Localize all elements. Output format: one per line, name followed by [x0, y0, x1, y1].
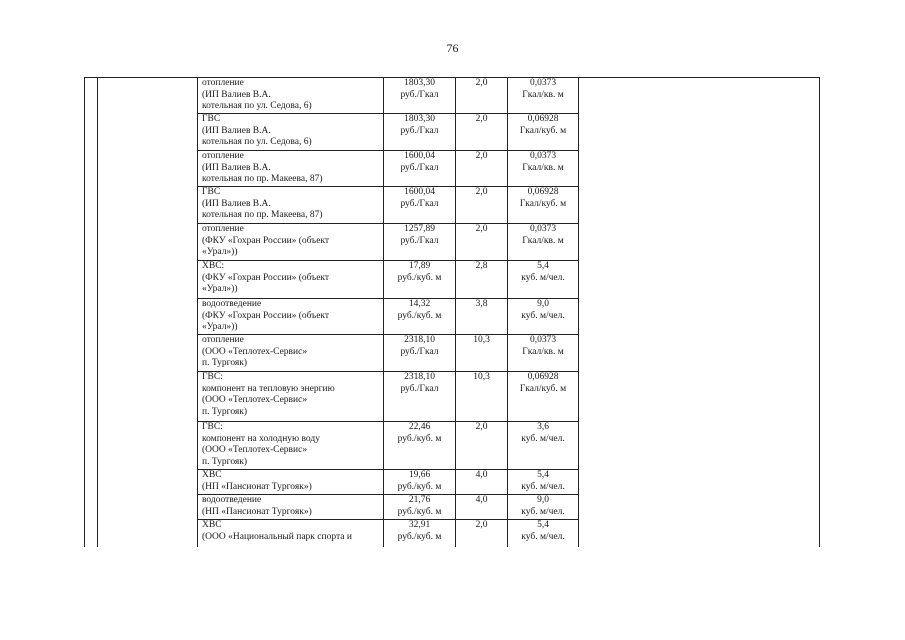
coefficient-value: 2,0 — [475, 224, 488, 234]
norm-value: 3,6 — [537, 422, 549, 432]
tariff-unit: руб./Гкал — [400, 383, 439, 394]
service-cell — [198, 114, 384, 151]
table-row — [85, 422, 820, 470]
norm-value: 0,06928 — [527, 372, 559, 382]
tariff-value: 1600,04 — [404, 187, 435, 197]
service-cell — [198, 224, 384, 261]
notes-cell — [579, 224, 820, 261]
tariff-unit: руб./Гкал — [400, 89, 439, 100]
norm-unit: куб. м/чел. — [521, 310, 565, 321]
service-line: (ООО «Теплотех-Сервис» — [202, 346, 308, 357]
table-row — [85, 372, 820, 422]
notes-cell — [579, 299, 820, 335]
service-cell — [198, 520, 384, 547]
norm-cell — [508, 299, 579, 335]
row-number-cell — [85, 224, 98, 261]
norm-unit: Гкал/кв. м — [522, 235, 564, 246]
service-line: ХВС: — [202, 261, 225, 271]
row-number-cell — [85, 470, 98, 495]
table-row — [85, 78, 820, 114]
norm-value: 9,0 — [537, 495, 549, 505]
service-line: ХВС — [202, 470, 222, 480]
coefficient-value: 2,0 — [475, 78, 488, 88]
service-line: отопление — [202, 224, 244, 234]
notes-cell — [579, 261, 820, 299]
tariff-cell — [384, 151, 456, 187]
service-line: (ИП Валиев В.А. — [202, 125, 271, 136]
notes-cell — [579, 151, 820, 187]
coefficient-value: 2,0 — [475, 151, 488, 161]
coefficient-cell — [456, 261, 508, 299]
row-number-cell — [85, 151, 98, 187]
norm-unit: Гкал/куб. м — [519, 125, 567, 136]
table-row — [85, 187, 820, 224]
service-line: «Урал»)) — [202, 247, 238, 258]
settlement-cell — [98, 114, 198, 151]
tariff-unit: руб./куб. м — [397, 531, 442, 542]
coefficient-cell — [456, 114, 508, 151]
tariff-cell — [384, 422, 456, 470]
settlement-cell — [98, 495, 198, 520]
coefficient-value: 10,3 — [473, 335, 490, 345]
coefficient-cell — [456, 495, 508, 520]
service-line: ГВС — [202, 187, 221, 197]
tariff-cell — [384, 78, 456, 114]
tariff-table-body — [85, 78, 820, 547]
service-line: (ФКУ «Гохран России» (объект — [202, 272, 330, 283]
tariff-cell — [384, 261, 456, 299]
coefficient-value: 2,8 — [475, 261, 488, 271]
norm-value: 5,4 — [537, 520, 549, 530]
service-line: компонент на тепловую энергию — [202, 383, 335, 394]
norm-unit: куб. м/чел. — [521, 506, 565, 517]
tariff-unit: руб./Гкал — [400, 125, 439, 136]
table-row — [85, 114, 820, 151]
coefficient-value: 4,0 — [475, 470, 488, 480]
settlement-cell — [98, 335, 198, 372]
coefficient-cell — [456, 372, 508, 422]
coefficient-cell — [456, 470, 508, 495]
service-cell — [198, 495, 384, 520]
service-cell — [198, 261, 384, 299]
coefficient-cell — [456, 224, 508, 261]
service-cell — [198, 335, 384, 372]
norm-value: 0,0373 — [529, 78, 557, 88]
settlement-cell — [98, 187, 198, 224]
tariff-value: 32,91 — [408, 520, 431, 530]
tariff-value: 1600,04 — [404, 151, 435, 161]
service-line: (НП «Пансионат Тургояк») — [202, 481, 312, 492]
norm-cell — [508, 151, 579, 187]
service-line: п. Тургояк) — [202, 456, 248, 467]
coefficient-cell — [456, 520, 508, 547]
service-line: котельная по ул. Седова, 6) — [202, 101, 312, 112]
settlement-cell — [98, 299, 198, 335]
tariff-cell — [384, 114, 456, 151]
service-line: ХВС — [202, 520, 222, 530]
row-number-cell — [85, 261, 98, 299]
page-number: 76 — [446, 41, 459, 55]
norm-value: 0,0373 — [529, 151, 557, 161]
norm-cell — [508, 372, 579, 422]
service-line: (ФКУ «Гохран России» (объект — [202, 235, 330, 246]
notes-cell — [579, 520, 820, 547]
service-line: ГВС: — [202, 422, 223, 432]
tariff-table-wrapper — [84, 77, 820, 547]
tariff-value: 19,66 — [408, 470, 431, 480]
norm-cell — [508, 520, 579, 547]
norm-cell — [508, 187, 579, 224]
row-number-cell — [85, 495, 98, 520]
tariff-value: 21,76 — [408, 495, 431, 505]
norm-cell — [508, 78, 579, 114]
table-row — [85, 299, 820, 335]
tariff-cell — [384, 335, 456, 372]
coefficient-value: 2,0 — [475, 114, 488, 124]
tariff-cell — [384, 224, 456, 261]
coefficient-value: 2,0 — [475, 187, 488, 197]
service-line: водоотведение — [202, 495, 262, 505]
tariff-unit: руб./Гкал — [400, 198, 439, 209]
coefficient-value: 3,8 — [475, 299, 488, 309]
norm-cell — [508, 114, 579, 151]
norm-value: 9,0 — [537, 299, 549, 309]
tariff-unit: руб./Гкал — [400, 162, 439, 173]
notes-cell — [579, 78, 820, 114]
norm-unit: Гкал/куб. м — [519, 198, 567, 209]
service-line: (ООО «Теплотех-Сервис» — [202, 395, 308, 406]
service-line: отопление — [202, 151, 244, 161]
settlement-cell — [98, 261, 198, 299]
tariff-value: 2318,10 — [404, 335, 435, 345]
service-line: «Урал»)) — [202, 322, 238, 333]
coefficient-cell — [456, 78, 508, 114]
tariff-table — [84, 77, 820, 547]
coefficient-cell — [456, 187, 508, 224]
coefficient-cell — [456, 422, 508, 470]
table-row — [85, 470, 820, 495]
row-number-cell — [85, 335, 98, 372]
row-number-cell — [85, 422, 98, 470]
settlement-cell — [98, 520, 198, 547]
tariff-unit: руб./куб. м — [397, 433, 442, 444]
norm-unit: куб. м/чел. — [521, 272, 565, 283]
row-number-cell — [85, 114, 98, 151]
tariff-value: 2318,10 — [404, 372, 435, 382]
tariff-value: 17,89 — [408, 261, 431, 271]
tariff-cell — [384, 520, 456, 547]
norm-value: 0,0373 — [529, 335, 557, 345]
table-row — [85, 261, 820, 299]
coefficient-value: 10,3 — [473, 372, 490, 382]
notes-cell — [579, 114, 820, 151]
settlement-cell — [98, 78, 198, 114]
service-cell — [198, 78, 384, 114]
tariff-unit: руб./Гкал — [400, 235, 439, 246]
norm-unit: куб. м/чел. — [521, 531, 565, 542]
tariff-value: 1257,89 — [404, 224, 435, 234]
tariff-cell — [384, 495, 456, 520]
notes-cell — [579, 495, 820, 520]
service-line: (ИП Валиев В.А. — [202, 162, 271, 173]
tariff-unit: руб./куб. м — [397, 272, 442, 283]
coefficient-value: 4,0 — [475, 495, 488, 505]
coefficient-cell — [456, 335, 508, 372]
tariff-unit: руб./Гкал — [400, 346, 439, 357]
table-row — [85, 495, 820, 520]
table-row — [85, 151, 820, 187]
service-line: п. Тургояк) — [202, 358, 248, 369]
tariff-cell — [384, 470, 456, 495]
row-number-cell — [85, 299, 98, 335]
norm-unit: Гкал/кв. м — [522, 346, 564, 357]
service-line: (ФКУ «Гохран России» (объект — [202, 310, 330, 321]
norm-unit: куб. м/чел. — [521, 433, 565, 444]
norm-value: 5,4 — [537, 470, 549, 480]
norm-unit: Гкал/кв. м — [522, 89, 564, 100]
norm-cell — [508, 261, 579, 299]
tariff-value: 22,46 — [408, 422, 431, 432]
tariff-cell — [384, 299, 456, 335]
service-line: отопление — [202, 78, 244, 88]
norm-value: 0,06928 — [527, 187, 559, 197]
table-row — [85, 520, 820, 547]
notes-cell — [579, 187, 820, 224]
notes-cell — [579, 372, 820, 422]
service-line: «Урал»)) — [202, 284, 238, 295]
tariff-unit: руб./куб. м — [397, 506, 442, 517]
norm-unit: Гкал/куб. м — [519, 383, 567, 394]
settlement-cell — [98, 422, 198, 470]
service-line: (ООО «Теплотех-Сервис» — [202, 445, 308, 456]
tariff-value: 1803,30 — [404, 78, 435, 88]
table-row — [85, 224, 820, 261]
norm-unit: куб. м/чел. — [521, 481, 565, 492]
service-cell — [198, 422, 384, 470]
service-line: котельная по пр. Макеева, 87) — [202, 210, 323, 221]
service-line: ГВС — [202, 114, 221, 124]
row-number-cell — [85, 187, 98, 224]
coefficient-value: 2,0 — [475, 422, 488, 432]
tariff-unit: руб./куб. м — [397, 481, 442, 492]
tariff-value: 1803,30 — [404, 114, 435, 124]
service-cell — [198, 187, 384, 224]
row-number-cell — [85, 520, 98, 547]
service-line: п. Тургояк) — [202, 406, 248, 417]
service-cell — [198, 151, 384, 187]
norm-cell — [508, 422, 579, 470]
service-cell — [198, 372, 384, 422]
service-line: (НП «Пансионат Тургояк») — [202, 506, 312, 517]
service-line: компонент на холодную воду — [202, 433, 320, 444]
settlement-cell — [98, 372, 198, 422]
coefficient-cell — [456, 151, 508, 187]
service-line: (ИП Валиев В.А. — [202, 198, 271, 209]
service-line: (ООО «Национальный парк спорта и — [202, 531, 352, 542]
settlement-cell — [98, 151, 198, 187]
norm-value: 0,06928 — [527, 114, 559, 124]
service-line: ГВС: — [202, 372, 223, 382]
service-line: отопление — [202, 335, 244, 345]
norm-unit: Гкал/кв. м — [522, 162, 564, 173]
tariff-value: 14,32 — [408, 299, 431, 309]
service-line: котельная по ул. Седова, 6) — [202, 137, 312, 148]
norm-cell — [508, 335, 579, 372]
service-line: котельная по пр. Макеева, 87) — [202, 174, 323, 185]
tariff-unit: руб./куб. м — [397, 310, 442, 321]
tariff-cell — [384, 187, 456, 224]
table-row — [85, 335, 820, 372]
notes-cell — [579, 422, 820, 470]
notes-cell — [579, 470, 820, 495]
norm-value: 0,0373 — [529, 224, 557, 234]
service-line: (ИП Валиев В.А. — [202, 89, 271, 100]
settlement-cell — [98, 470, 198, 495]
service-cell — [198, 299, 384, 335]
norm-value: 5,4 — [537, 261, 549, 271]
row-number-cell — [85, 372, 98, 422]
settlement-cell — [98, 224, 198, 261]
tariff-cell — [384, 372, 456, 422]
norm-cell — [508, 224, 579, 261]
row-number-cell — [85, 78, 98, 114]
service-cell — [198, 470, 384, 495]
notes-cell — [579, 335, 820, 372]
coefficient-value: 2,0 — [475, 520, 488, 530]
norm-cell — [508, 495, 579, 520]
norm-cell — [508, 470, 579, 495]
service-line: водоотведение — [202, 299, 262, 309]
coefficient-cell — [456, 299, 508, 335]
